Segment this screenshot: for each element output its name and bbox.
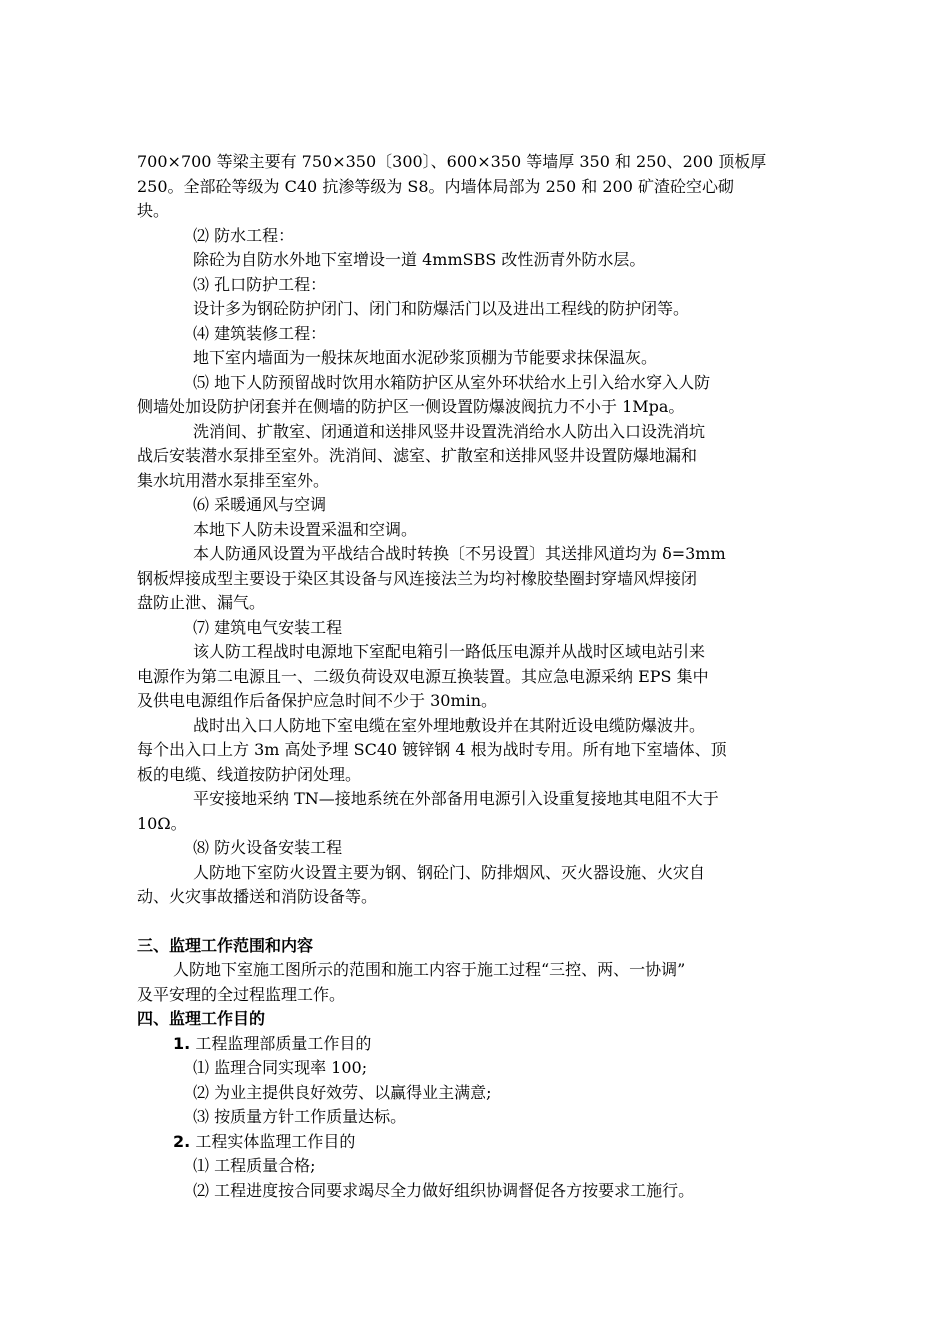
fire-title: ⑻ 防火设备安装工程: [193, 838, 343, 857]
document-body: [137, 150, 817, 1203]
waterproof-text: 除砼为自防水外地下室增设一道 4mmSBS 改性沥青外防水层。: [193, 250, 646, 269]
decoration-title: ⑷ 建筑装修工程：: [193, 323, 327, 343]
power-line-1: 该人防工程战时电源地下室配电箱引一路低压电源并从战时区域电站引来: [193, 642, 706, 661]
electrical-title: ⑺ 建筑电气安装工程: [193, 617, 343, 637]
fire-line-1: 人防地下室防火设置主要为钢、钢砼门、防排烟风、灭火器设施、火灾自: [193, 862, 706, 882]
power-line-2: 电源作为第二电源且一、二级负荷设双电源互换装置。其应急电源采纳 EPS 集中: [137, 666, 709, 686]
objective-item-1-number: 1.: [173, 1033, 191, 1053]
grounding-line-1: 平安接地采纳 TN—接地系统在外部备用电源引入设重复接地其电阻不大于: [193, 789, 719, 808]
scope-line-1: 人防地下室施工图所示的范围和施工内容于施工过程“三控、两、一协调”: [173, 960, 686, 979]
intro-line-3: 块。: [137, 201, 170, 220]
water-supply-line-1: ⑸ 地下人防预留战时饮用水箱防护区从室外环状给水上引入给水穿入人防: [193, 372, 711, 392]
decontamination-line-2: 战后安装潜水泵排至室外。洗消间、滤室、扩散室和送排风竖井设置防爆地漏和: [137, 446, 698, 465]
objective-item-2: [137, 1130, 817, 1155]
decontamination-line-3: 集水坑用潜水泵排至室外。: [137, 470, 330, 490]
ventilation-line-1: 本人防通风设置为平战结合战时转换〔不另设置〕其送排风道均为 δ=3mm: [193, 544, 726, 563]
section-3-heading: 三、监理工作范围和内容: [137, 935, 314, 955]
cable-line-2: 每个出入口上方 3m 高处予埋 SC40 镀锌钢 4 根为战时专用。所有地下室墙体、顶: [137, 740, 727, 759]
cable-line-3: 板的电缆、线道按防护闭处理。: [137, 764, 362, 784]
hvac-text: 本地下人防未设置采温和空调。: [193, 519, 418, 539]
objective-2-sub-2: ⑵ 工程进度按合同要求竭尽全力做好组织协调督促各方按要求工施行。: [193, 1180, 695, 1200]
waterproof-title: ⑵ 防水工程：: [193, 225, 295, 245]
opening-protection-text: 设计多为钢砼防护闭门、闭门和防爆活门以及进出工程线的防护闭等。: [193, 299, 690, 318]
ventilation-line-3: 盘防止泄、漏气。: [137, 593, 266, 612]
objective-item-2-title: 工程实体监理工作目的: [195, 1131, 356, 1151]
cable-line-1: 战时出入口人防地下室电缆在室外埋地敷设并在其附近设电缆防爆波井。: [193, 715, 706, 735]
grounding-line-2: 10Ω。: [137, 813, 187, 833]
scope-line-2: 及平安理的全过程监理工作。: [137, 984, 346, 1004]
decoration-text: 地下室内墙面为一般抹灰地面水泥砂浆顶棚为节能要求抹保温灰。: [193, 348, 658, 367]
objective-item-1: [137, 1032, 817, 1057]
section-4-heading: 四、监理工作目的: [137, 1009, 266, 1028]
objective-1-sub-2: ⑵ 为业主提供良好效劳、以赢得业主满意;: [193, 1082, 492, 1102]
decontamination-line-1: 洗消间、扩散室、闭通道和送排风竖井设置洗消给水人防出入口设洗消坑: [193, 421, 706, 441]
objective-1-sub-1: ⑴ 监理合同实现率 100;: [193, 1058, 368, 1077]
spacer: [137, 910, 817, 934]
opening-protection-title: ⑶ 孔口防护工程：: [193, 274, 327, 294]
fire-line-2: 动、火灾事故播送和消防设备等。: [137, 887, 378, 906]
objective-item-2-number: 2.: [173, 1131, 191, 1151]
objective-2-sub-1: ⑴ 工程质量合格;: [193, 1156, 316, 1175]
objective-item-1-title: 工程监理部质量工作目的: [195, 1033, 372, 1053]
intro-line-1: 700×700 等梁主要有 750×350〔300〕、600×350 等墙厚 350 和 250、200 顶板厚: [137, 152, 767, 171]
hvac-title: ⑹ 采暖通风与空调: [193, 495, 327, 514]
objective-1-sub-3: ⑶ 按质量方针工作质量达标。: [193, 1107, 407, 1126]
ventilation-line-2: 钢板焊接成型主要设于染区其设备与风连接法兰为均衬橡胶垫圈封穿墙风焊接闭: [137, 568, 698, 588]
water-supply-line-2: 侧墙处加设防护闭套并在侧墙的防护区一侧设置防爆波阀抗力不小于 1Mpa。: [137, 397, 685, 416]
power-line-3: 及供电电源组作后备保护应急时间不少于 30min。: [137, 691, 498, 710]
intro-line-2: 250。全部砼等级为 C40 抗渗等级为 S8。内墙体局部为 250 和 200 矿渣砼空心砌: [137, 176, 734, 196]
